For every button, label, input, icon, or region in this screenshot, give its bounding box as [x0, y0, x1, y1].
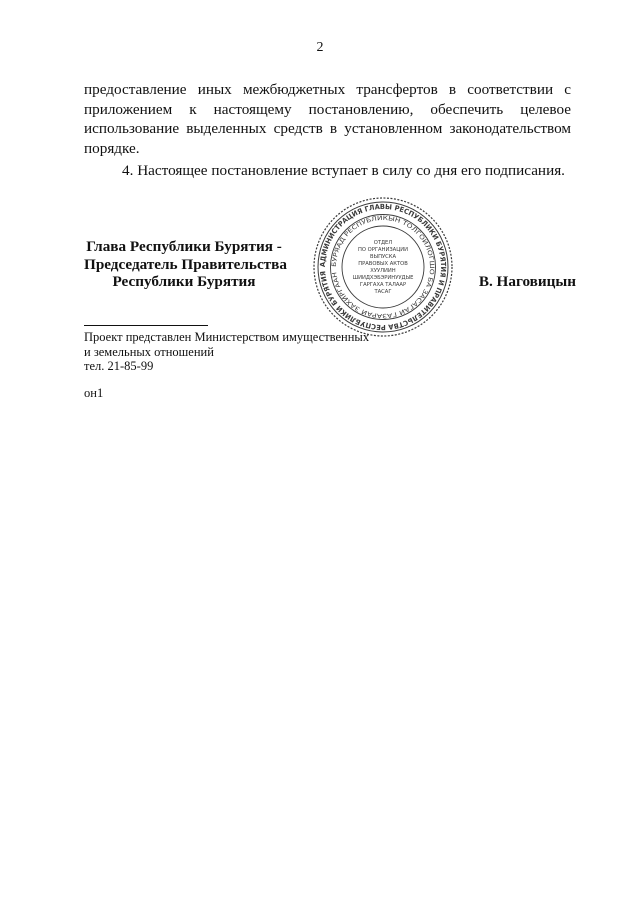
seal-center-line: ОТДЕЛ: [373, 240, 393, 246]
seal-stamp-image: [312, 196, 454, 338]
signatory-title-line: Председатель Правительства: [84, 255, 287, 273]
official-seal: [312, 196, 454, 338]
signatory-title-line: Республики Бурятия: [112, 273, 256, 290]
footnote-line: и земельных отношений: [84, 344, 214, 359]
paragraph-4: 4. Настоящее постановление вступает в силу со дня его подписания.: [122, 162, 565, 179]
signatory-title-line: Глава Республики Бурятия -: [86, 238, 282, 255]
seal-center-line: ТАСАГ: [374, 289, 392, 295]
seal-center-line: ПО ОРГАНИЗАЦИИ: [357, 247, 409, 253]
signatory-name: В. Наговицын: [478, 273, 576, 290]
seal-inner-ring-textpath: БУРЯАД РЕСПУБЛИКЫН ТОЛГОЙЛОГШО БА ЗАСАГАЙ ГАЗАРАЙ ЗАХИРГААН: [330, 214, 436, 320]
footnote-line: тел. 21-85-99: [84, 359, 154, 373]
footnote: [84, 330, 444, 374]
document-code-mark: он1: [84, 386, 104, 400]
page-number: 2: [316, 40, 324, 55]
footnote-separator: [84, 325, 208, 326]
seal-center-line: ХУУЛИИН: [370, 268, 396, 274]
seal-center-line: ПРАВОВЫХ АКТОВ: [358, 261, 408, 267]
seal-center-line: ГАРГАХА ТАЛААР: [359, 282, 407, 288]
paragraph-continuation: предоставление иных межбюджетных трансфертов в соответствии с приложением к настоящему постановлению, обеспечить целевое использование выделенных средств в установленном законодательством порядке.: [84, 81, 571, 157]
footnote-line: Проект представлен Министерством имущественных: [84, 330, 370, 344]
seal-outer-ring-textpath: АДМИНИСТРАЦИЯ ГЛАВЫ РЕСПУБЛИКИ БУРЯТИЯ И ПРАВИТЕЛЬСТВА РЕСПУБЛИКИ БУРЯТИЯ: [318, 202, 448, 332]
seal-center-line: ВЫПУСКА: [369, 254, 397, 260]
seal-center-line: ШИИДХЭБЭРИНУУДЫЕ: [352, 275, 414, 281]
signatory-title: [84, 238, 287, 291]
